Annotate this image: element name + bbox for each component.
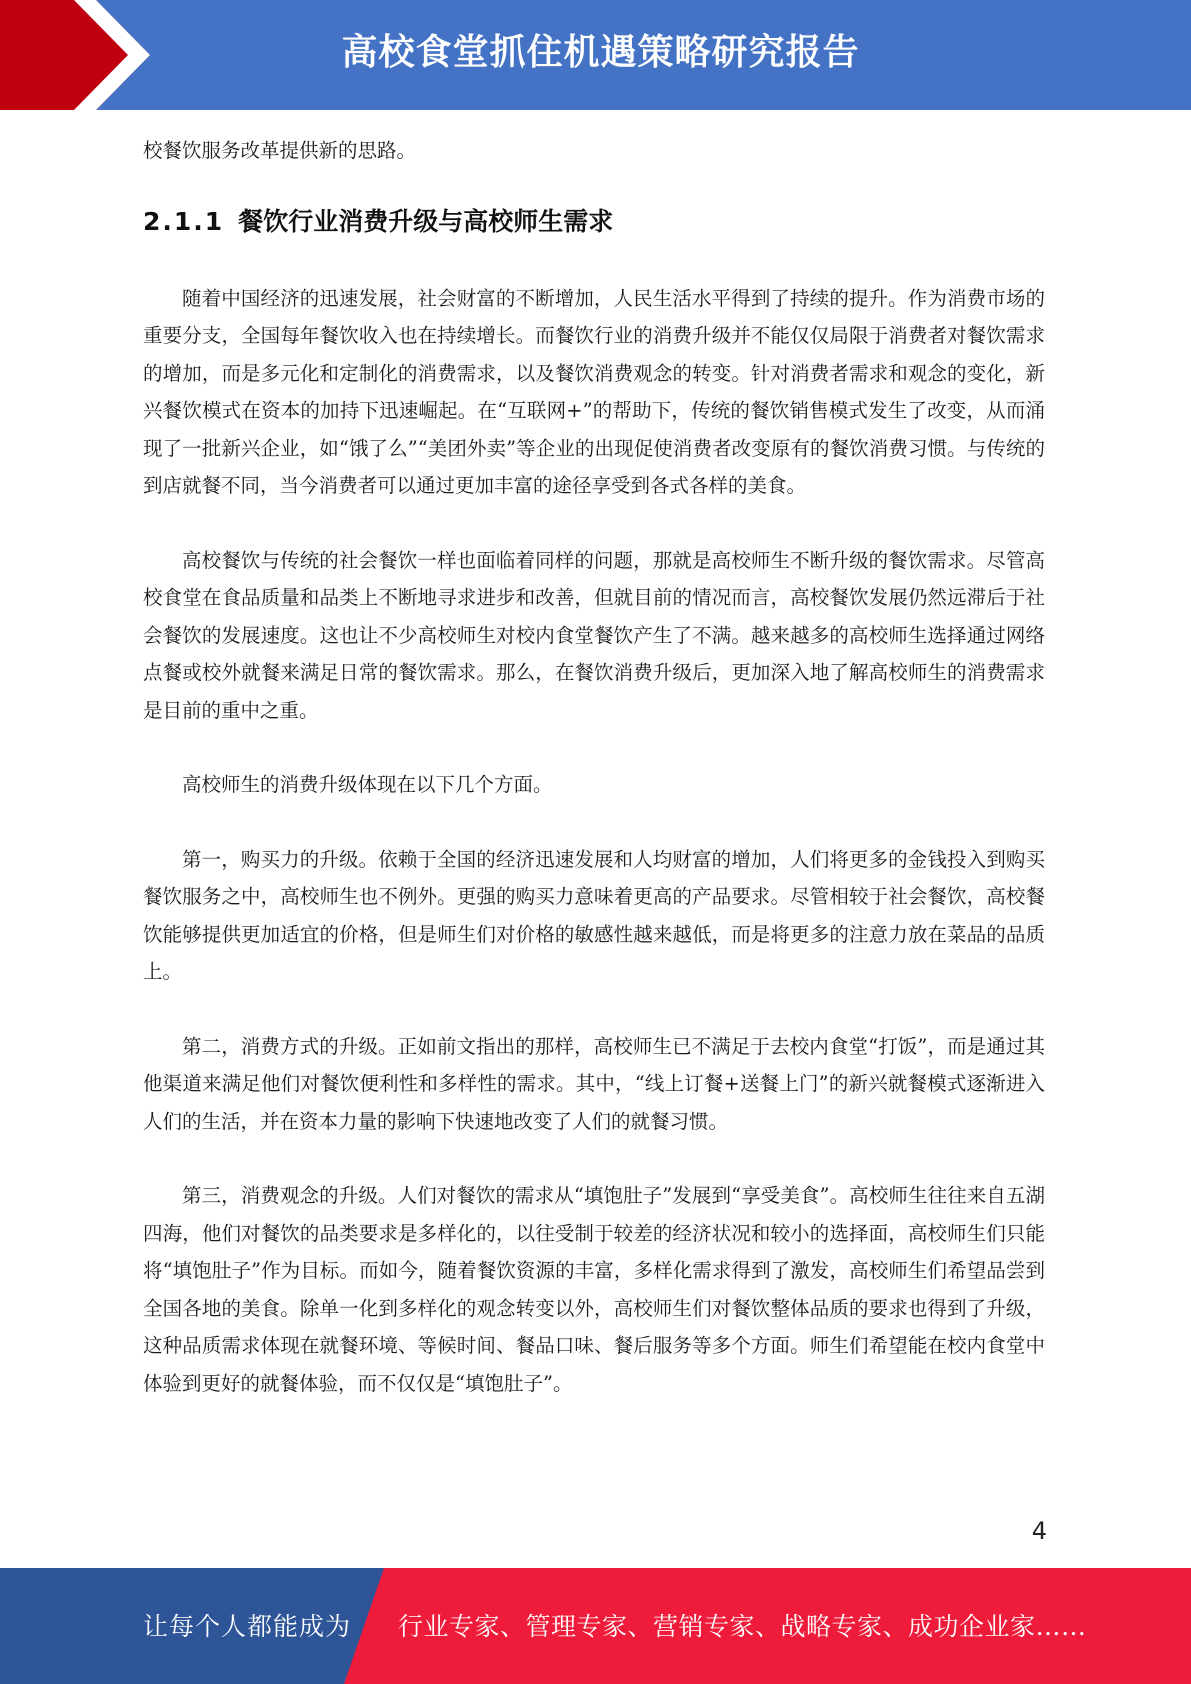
paragraph: 第三，消费观念的升级。人们对餐饮的需求从“填饱肚子”发展到“享受美食”。高校师生往往来自五湖四海，他们对餐饮的品类要求是多样化的，以往受制于较差的经济状况和较小的选择面，高校师生们只能将“填饱肚子”作为目标。而如今，随着餐饮资源的丰富，多样化需求得到了激发，高校师生们希望品尝到全国各地的美食。除单一化到多样化的观念转变以外，高校师生们对餐饮整体品质的要求也得到了升级，这种品质需求体现在就餐环境、等候时间、餐品口味、餐后服务等多个方面。师生们希望能在校内食堂中体验到更好的就餐体验，而不仅仅是“填饱肚子”。 [143, 1184, 1045, 1395]
page-number: 4 [1031, 1517, 1047, 1545]
intro-line: 校餐饮服务改革提供新的思路。 [143, 139, 417, 162]
paragraph: 第一，购买力的升级。依赖于全国的经济迅速发展和人均财富的增加，人们将更多的金钱投入到购买餐饮服务之中，高校师生也不例外。更强的购买力意味着更高的产品要求。尽管相较于社会餐饮，高校餐饮能够提供更加适宜的价格，但是师生们对价格的敏感性越来越低，而是将更多的注意力放在菜品的品质上。 [143, 847, 1045, 983]
paragraph: 高校师生的消费升级体现在以下几个方面。 [182, 773, 553, 796]
footer-slogan-left: 让每个人都能成为 [143, 1612, 352, 1641]
section-heading [143, 202, 1045, 242]
header-banner [0, 0, 1191, 110]
document-body [143, 132, 1045, 1402]
section-number: 2.1.1 [143, 206, 225, 236]
footer-slogan-right: 行业专家、管理专家、营销专家、战略专家、成功企业家…… [398, 1612, 1087, 1641]
document-title: 高校食堂抓住机遇策略研究报告 [341, 32, 860, 73]
footer-banner [0, 1568, 1191, 1684]
section-title: 餐饮行业消费升级与高校师生需求 [238, 206, 614, 236]
paragraph: 随着中国经济的迅速发展，社会财富的不断增加，人民生活水平得到了持续的提升。作为消费市场的重要分支，全国每年餐饮收入也在持续增长。而餐饮行业的消费升级并不能仅仅局限于消费者对餐饮需求的增加，而是多元化和定制化的消费需求，以及餐饮消费观念的转变。针对消费者需求和观念的变化，新兴餐饮模式在资本的加持下迅速崛起。在“互联网+”的帮助下，传统的餐饮销售模式发生了改变，从而涌现了一批新兴企业，如“饿了么”“美团外卖”等企业的出现促使消费者改变原有的餐饮消费习惯。与传统的到店就餐不同，当今消费者可以通过更加丰富的途径享受到各式各样的美食。 [143, 286, 1045, 497]
paragraph: 第二，消费方式的升级。正如前文指出的那样，高校师生已不满足于去校内食堂“打饭”，而是通过其他渠道来满足他们对餐饮便利性和多样性的需求。其中，“线上订餐+送餐上门”的新兴就餐模式逐渐进入人们的生活，并在资本力量的影响下快速地改变了人们的就餐习惯。 [143, 1034, 1045, 1133]
paragraph: 高校餐饮与传统的社会餐饮一样也面临着同样的问题，那就是高校师生不断升级的餐饮需求。尽管高校食堂在食品质量和品类上不断地寻求进步和改善，但就目前的情况而言，高校餐饮发展仍然远滞后于社会餐饮的发展速度。这也让不少高校师生对校内食堂餐饮产生了不满。越来越多的高校师生选择通过网络点餐或校外就餐来满足日常的餐饮需求。那么，在餐饮消费升级后，更加深入地了解高校师生的消费需求是目前的重中之重。 [143, 548, 1045, 722]
